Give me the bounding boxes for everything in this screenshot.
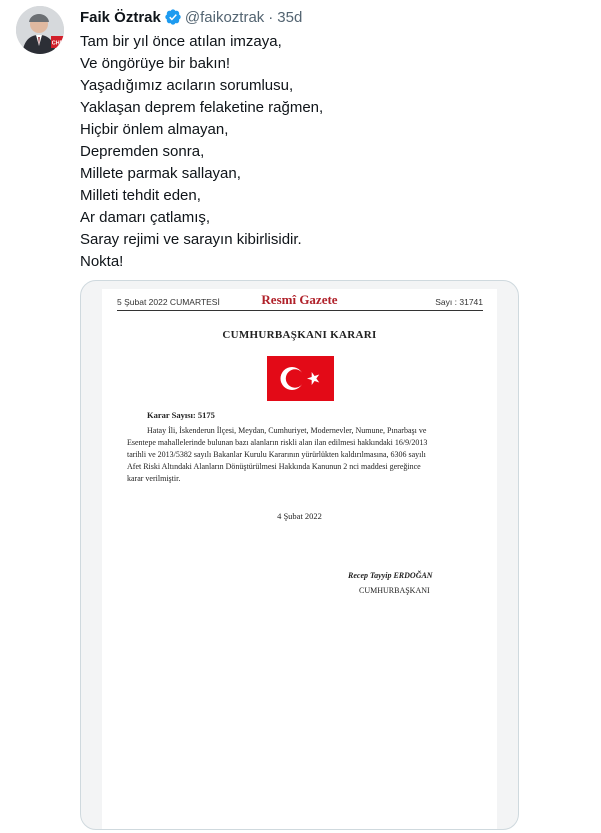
turkish-flag-icon bbox=[267, 356, 334, 401]
avatar-photo bbox=[16, 6, 64, 54]
tweet-text bbox=[80, 31, 580, 273]
gazette-issue: Sayı : 31741 bbox=[435, 297, 483, 307]
gazette-heading: CUMHURBAŞKANI KARARI bbox=[222, 329, 377, 341]
gazette-page-image bbox=[102, 289, 497, 829]
gazette-signer-title: CUMHURBAŞKANI bbox=[359, 586, 430, 595]
tweet-media-card[interactable] bbox=[80, 280, 519, 830]
gazette-body-line: karar verilmiştir. bbox=[127, 474, 181, 483]
tweet-line: Ve öngörüye bir bakın! bbox=[80, 55, 231, 72]
gazette-body-line: Esentepe mahallelerinde bulunan bazı alanların riskli alan ilan edilmesi hakkındaki 16/9/2013 bbox=[127, 438, 428, 447]
avatar-badge-text: CHP bbox=[51, 40, 64, 47]
tweet-line: Ar damarı çatlamış, bbox=[80, 209, 211, 226]
author-name[interactable]: Faik Öztrak bbox=[80, 8, 161, 26]
tweet-line: Millete parmak sallayan, bbox=[80, 165, 241, 182]
gazette-body-line: Afet Riski Altındaki Alanların Dönüştürülmesi Hakkında Kanunun 2 nci maddesi gereğince bbox=[127, 462, 421, 471]
tweet-line: Saray rejimi ve sarayın kibirlisidir. bbox=[80, 231, 302, 248]
tweet-line: Depremden sonra, bbox=[80, 143, 205, 160]
gazette-title: Resmî Gazete bbox=[261, 292, 338, 307]
gazette-signer: Recep Tayyip ERDOĞAN bbox=[348, 571, 433, 580]
tweet-line: Yaşadığımız acıların sorumlusu, bbox=[80, 77, 294, 94]
gazette-body-line: tarihli ve 2013/5382 sayılı Bakanlar Kurulu Kararının yürürlükten kaldırılmasına, 6306 sayılı bbox=[127, 450, 426, 459]
tweet-line: Yaklaşan deprem felaketine rağmen, bbox=[80, 99, 324, 116]
tweet-line: Nokta! bbox=[80, 253, 124, 270]
gazette-decision-number: Karar Sayısı: 5175 bbox=[147, 410, 215, 420]
tweet-line: Tam bir yıl önce atılan imzaya, bbox=[80, 33, 282, 50]
gazette-document-date: 4 Şubat 2022 bbox=[277, 511, 322, 521]
author-handle[interactable]: @faikoztrak bbox=[184, 8, 265, 26]
tweet-timestamp[interactable]: 35d bbox=[277, 8, 303, 26]
gazette-divider bbox=[117, 310, 483, 311]
author-avatar[interactable] bbox=[16, 6, 64, 54]
gazette-date: 5 Şubat 2022 CUMARTESİ bbox=[117, 297, 220, 307]
tweet-line: Hiçbir önlem almayan, bbox=[80, 121, 229, 138]
tweet-line: Milleti tehdit eden, bbox=[80, 187, 201, 204]
tweet-header bbox=[80, 6, 302, 28]
verified-badge-icon[interactable] bbox=[164, 8, 182, 26]
gazette-body bbox=[127, 425, 477, 485]
gazette-body-line: Hatay İli, İskenderun İlçesi, Meydan, Cumhuriyet, Modernevler, Numune, Pınarbaşı ve bbox=[147, 426, 427, 435]
header-separator: · bbox=[268, 8, 274, 26]
